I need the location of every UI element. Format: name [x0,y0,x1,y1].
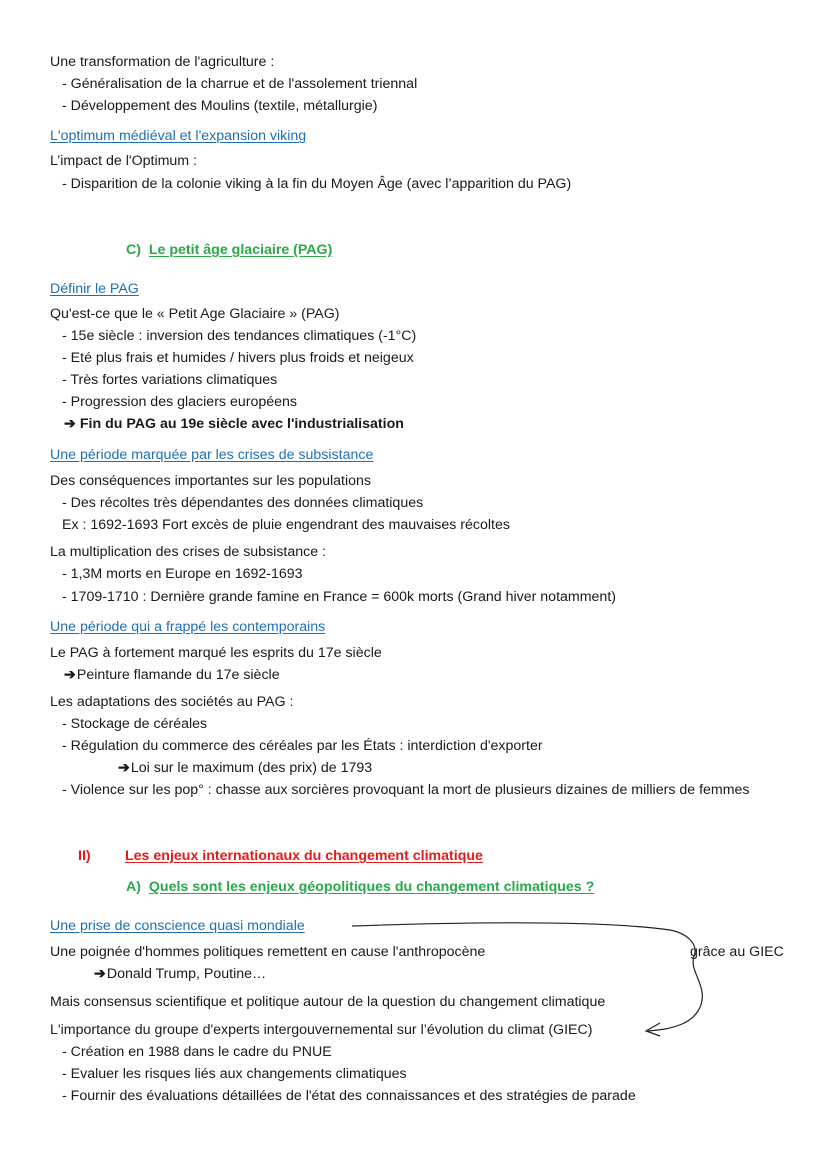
prise-link[interactable]: Une prise de conscience quasi mondiale [50,918,305,934]
right-arrow-icon: ➔ [94,966,106,982]
contemp-item: - Stockage de céréales [62,716,208,732]
pag-link[interactable]: Définir le PAG [50,281,139,297]
section-a-title: Quels sont les enjeux géopolitiques du changement climatiques ? [148,879,595,895]
section-2-label: II) [78,848,91,864]
prise-arrow-text: Donald Trump, Poutine… [106,966,267,982]
contemp-sub-text: Loi sur le maximum (des prix) de 1793 [130,760,373,776]
contemp-link[interactable]: Une période qui a frappé les contemporains [50,619,326,635]
pag-conclusion-text: Fin du PAG au 19e siècle avec l'industrialisation [79,416,404,432]
agri-item: - Généralisation de la charrue et de l'assolement triennal [62,76,418,92]
optimum-link[interactable]: L'optimum médiéval et l'expansion viking [50,128,307,144]
giec-annotation: grâce au GIEC [690,944,784,960]
crises-link[interactable]: Une période marquée par les crises de subsistance [50,447,374,463]
pag-item: - Très fortes variations climatiques [62,372,278,388]
prise-line-3: L'importance du groupe d'experts intergouvernemental sur l’évolution du climat (GIEC) [50,1022,593,1038]
prise-item: - Création en 1988 dans le cadre du PNUE [62,1044,332,1060]
pag-item: - Progression des glaciers européens [62,394,298,410]
agri-heading: Une transformation de l'agriculture : [50,54,275,70]
pag-question: Qu'est-ce que le « Petit Age Glaciaire » (PAG) [50,306,340,322]
contemp-heading-2: Les adaptations des sociétés au PAG : [50,694,294,710]
prise-item: - Evaluer les risques liés aux changements climatiques [62,1066,407,1082]
crises-item-2: - 1709-1710 : Dernière grande famine en France = 600k morts (Grand hiver notamment) [62,589,616,605]
contemp-item: - Violence sur les pop° : chasse aux sorcières provoquant la mort de plusieurs dizaines de milliers de femmes [62,782,750,798]
right-arrow-icon: ➔ [64,416,76,432]
contemp-arrow-text: Peinture flamande du 17e siècle [76,667,280,683]
contemp-heading: Le PAG à fortement marqué les esprits du 17e siècle [50,645,382,661]
right-arrow-icon: ➔ [64,667,76,683]
prise-item: - Fournir des évaluations détaillées de l'état des connaissances et des stratégies de parade [62,1088,636,1104]
crises-heading: Des conséquences importantes sur les populations [50,473,371,489]
optimum-heading: L’impact de l'Optimum : [50,153,198,169]
right-arrow-icon: ➔ [118,760,130,776]
contemp-item: - Régulation du commerce des céréales par les États : interdiction d'exporter [62,738,543,754]
pag-item: - 15e siècle : inversion des tendances climatiques (-1°C) [62,328,417,344]
agri-item: - Développement des Moulins (textile, métallurgie) [62,98,378,114]
section-a-label: A) [126,879,141,895]
crises-item: - Des récoltes très dépendantes des données climatiques [62,495,424,511]
crises-example: Ex : 1692-1693 Fort excès de pluie engendrant des mauvaises récoltes [62,517,510,533]
prise-line-2: Mais consensus scientifique et politique autour de la question du changement climatique [50,994,606,1010]
crises-heading-2: La multiplication des crises de subsistance : [50,544,327,560]
section-c-label: C) [126,242,141,258]
prise-line-1: Une poignée d'hommes politiques remettent en cause l'anthropocène [50,944,486,960]
section-c-title: Le petit âge glaciaire (PAG) [148,242,333,258]
section-2-title: Les enjeux internationaux du changement climatique [125,848,483,864]
crises-item-2: - 1,3M morts en Europe en 1692-1693 [62,566,303,582]
optimum-item: - Disparition de la colonie viking à la fin du Moyen Âge (avec l’apparition du PAG) [62,176,572,192]
pag-item: - Eté plus frais et humides / hivers plus froids et neigeux [62,350,414,366]
